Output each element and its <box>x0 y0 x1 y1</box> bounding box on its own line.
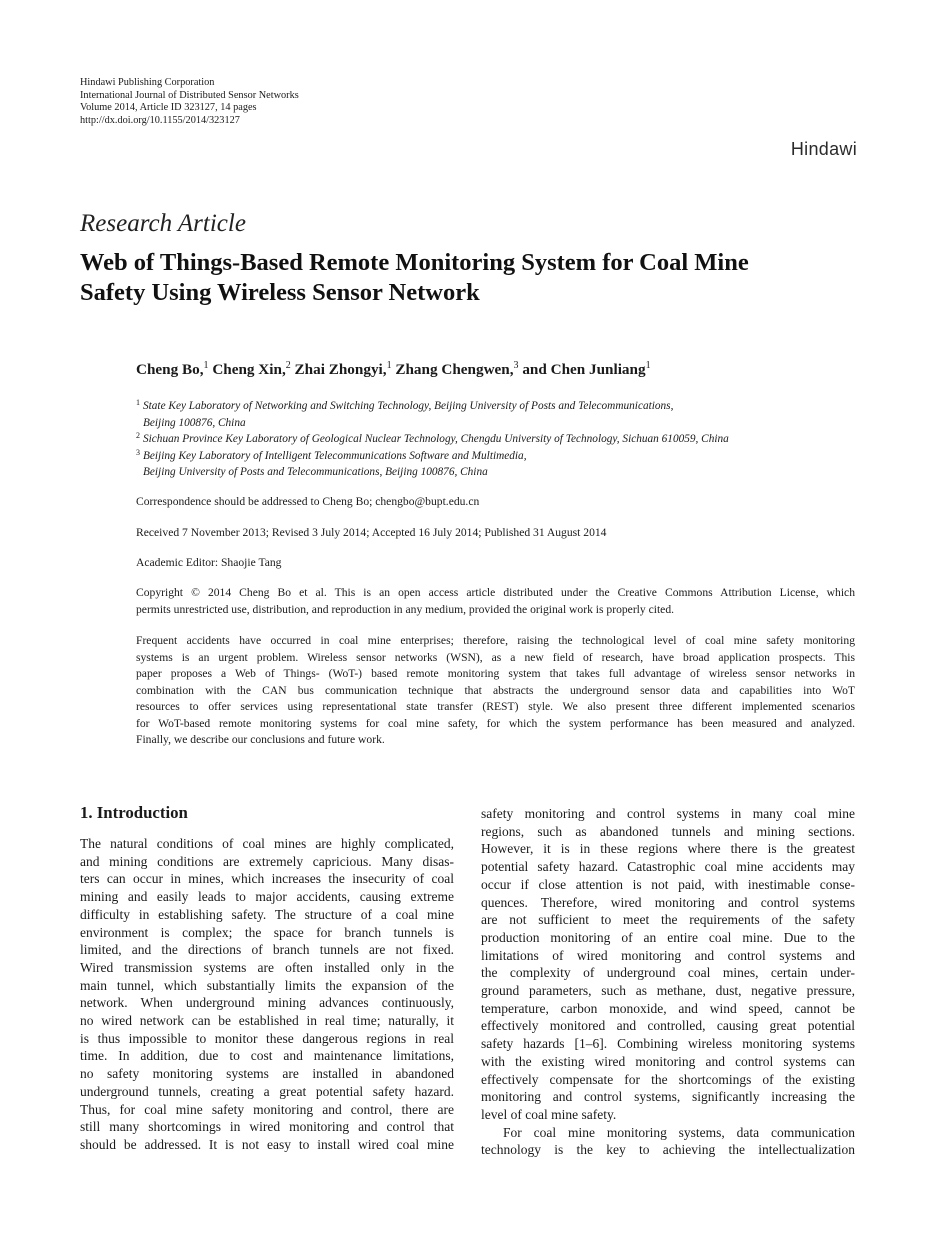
body-line: no safety monitoring systems are installed in abandoned <box>80 1066 454 1082</box>
abstract-line: combination with the CAN bus communication technique that abstracts the underground sensor data and capabilities into WoT <box>136 683 855 697</box>
body-line: However, it is in these regions where there is the greatest <box>481 841 855 857</box>
body-line: the complexity of underground coal mines, certain under- <box>481 965 855 981</box>
body-line: mining and easily leads to major accidents, causing extreme <box>80 889 454 905</box>
body-line: quences. Therefore, wired monitoring and control systems <box>481 894 855 910</box>
abstract <box>136 633 855 749</box>
author-name: Cheng Bo, <box>136 361 204 378</box>
body-line: The natural conditions of coal mines are highly complicated, <box>80 836 454 851</box>
intro-left-column <box>80 835 454 1154</box>
body-line: Thus, for coal mine safety monitoring and control, there are <box>80 1101 454 1117</box>
journal-name: International Journal of Distributed Sensor Networks <box>80 89 299 101</box>
body-line: should be addressed. It is not easy to install wired coal mine <box>80 1136 454 1152</box>
copyright-notice <box>136 585 855 618</box>
body-line: difficulty in establishing safety. The structure of a coal mine <box>80 906 454 922</box>
abstract-line: resources to offer services using representational state transfer (REST) style. We also present three different implemented scenarios <box>136 700 855 713</box>
affiliation-marker: 1 <box>386 360 392 371</box>
body-line: occur if close attention is not paid, with inestimable conse- <box>481 876 855 892</box>
body-line: still many shortcomings in wired monitoring and control that <box>80 1119 454 1135</box>
body-line: time. In addition, due to cost and maintenance limitations, <box>80 1048 454 1064</box>
body-line: Wired transmission systems are often installed only in the <box>80 959 454 975</box>
body-line: network. When underground mining advances continuously, <box>80 995 454 1011</box>
body-line: safety monitoring and control systems in many coal mine <box>481 806 855 821</box>
body-line: is thus impossible to monitor these dangerous regions in real <box>80 1030 454 1046</box>
affiliation-number: 3 <box>136 447 140 457</box>
publication-info <box>80 77 299 127</box>
author-name: Zhai Zhongyi, <box>294 361 387 378</box>
affiliation-line: Beijing University of Posts and Telecommunications, Beijing 100876, China <box>143 466 488 478</box>
body-line: effectively compensate for the shortcomings of the existing <box>481 1071 855 1087</box>
affiliation-line: State Key Laboratory of Networking and Switching Technology, Beijing University of Posts and Telecommunications, <box>143 400 674 412</box>
abstract-line: paper proposes a Web of Things- (WoT-) based remote monitoring system that takes full advantage of wireless sensor networks in <box>136 667 855 680</box>
publisher-logo: Hindawi <box>790 139 857 159</box>
affiliation-marker: 1 <box>645 360 651 371</box>
title-line: Safety Using Wireless Sensor Network <box>80 279 480 306</box>
affiliation-marker: 1 <box>203 360 209 371</box>
affiliation <box>136 448 856 481</box>
article-type: Research Article <box>80 210 246 237</box>
body-line: technology is the key to achieving the intellectualization <box>481 1142 855 1158</box>
body-line: For coal mine monitoring systems, data communication <box>503 1124 855 1140</box>
abstract-line: systems is an urgent problem. Wireless sensor networks (WSN), as a new field of research, have broad application prospects. This <box>136 650 855 664</box>
affiliation-line: Beijing Key Laboratory of Intelligent Telecommunications Software and Multimedia, <box>143 449 527 462</box>
body-line: monitoring and control systems, significantly increasing the <box>481 1089 855 1105</box>
affiliation-marker: 3 <box>513 360 519 371</box>
copyright-line: permits unrestricted use, distribution, and reproduction in any medium, provided the original work is properly cited. <box>136 602 675 616</box>
affiliations <box>136 398 856 481</box>
copyright-line: Copyright © 2014 Cheng Bo et al. This is an open access article distributed under the Creative Commons Attribution License, which <box>136 586 855 599</box>
body-line: main tunnel, which substantially limits the expansion of the <box>80 977 454 993</box>
body-line: limited, and the directions of branch tunnels are not fixed. <box>80 942 454 958</box>
abstract-line: for WoT-based remote monitoring systems for coal mine safety, for which the system performance has been measured and analyzed. <box>136 716 855 730</box>
body-line: are not sufficient to meet the requirements of the safety <box>481 912 855 928</box>
body-line: production monitoring of an entire coal mine. Due to the <box>481 929 855 945</box>
affiliation-number: 1 <box>136 398 140 407</box>
body-line: temperature, carbon monoxide, and wind speed, cannot be <box>481 1000 855 1016</box>
affiliation <box>136 431 856 448</box>
affiliation-line: Beijing 100876, China <box>143 416 246 429</box>
title-line: Web of Things-Based Remote Monitoring System for Coal Mine <box>80 249 749 276</box>
author-name: Zhang Chengwen, <box>395 361 514 378</box>
body-line: level of coal mine safety. <box>481 1106 617 1122</box>
body-line: and mining conditions are extremely capricious. Many disas- <box>80 853 454 869</box>
volume-info: Volume 2014, Article ID 323127, 14 pages <box>80 102 257 114</box>
affiliation-number: 2 <box>136 431 140 440</box>
body-line: regions, such as abandoned tunnels and mining sections. <box>481 823 855 839</box>
academic-editor: Academic Editor: Shaojie Tang <box>136 556 282 569</box>
abstract-line: Frequent accidents have occurred in coal mine enterprises; therefore, raising the technological level of coal mine safety monitoring <box>136 634 855 647</box>
body-line: environment is complex; the space for branch tunnels is <box>80 924 454 940</box>
author-list <box>136 361 651 379</box>
affiliation <box>136 398 856 431</box>
body-line: no wired network can be established in real time; naturally, it <box>80 1013 454 1029</box>
abstract-line: Finally, we describe our conclusions and future work. <box>136 733 385 746</box>
body-line: potential safety hazard. Catastrophic coal mine accidents may <box>481 859 855 875</box>
correspondence: Correspondence should be addressed to Cheng Bo; chengbo@bupt.edu.cn <box>136 495 480 508</box>
affiliation-marker: 2 <box>285 360 291 371</box>
section-heading-introduction: 1. Introduction <box>80 803 188 822</box>
body-line: safety hazards [1–6]. Combining wireless monitoring systems <box>481 1036 855 1052</box>
body-line: ters can occur in mines, which increases the insecurity of coal <box>80 871 454 887</box>
doi-link[interactable]: http://dx.doi.org/10.1155/2014/323127 <box>80 114 240 126</box>
intro-right-column <box>481 805 855 1159</box>
body-line: effectively monitored and controlled, causing great potential <box>481 1018 855 1034</box>
body-line: underground tunnels, creating a great potential safety hazard. <box>80 1083 454 1099</box>
author-name: Cheng Xin, <box>212 361 286 378</box>
article-dates: Received 7 November 2013; Revised 3 July 2014; Accepted 16 July 2014; Published 31 August 2014 <box>136 526 607 539</box>
body-line: limitations of wired monitoring and control systems and <box>481 947 855 963</box>
publisher-name: Hindawi Publishing Corporation <box>80 77 215 88</box>
body-line: with the existing wired monitoring and control systems can <box>481 1053 855 1069</box>
affiliation-line: Sichuan Province Key Laboratory of Geological Nuclear Technology, Chengdu University of Technology, Sichuan 610059, China <box>143 433 729 445</box>
body-line: ground parameters, such as methane, dust, negative pressure, <box>481 983 855 999</box>
article-title <box>80 248 870 308</box>
author-name: and Chen Junliang <box>522 361 646 378</box>
